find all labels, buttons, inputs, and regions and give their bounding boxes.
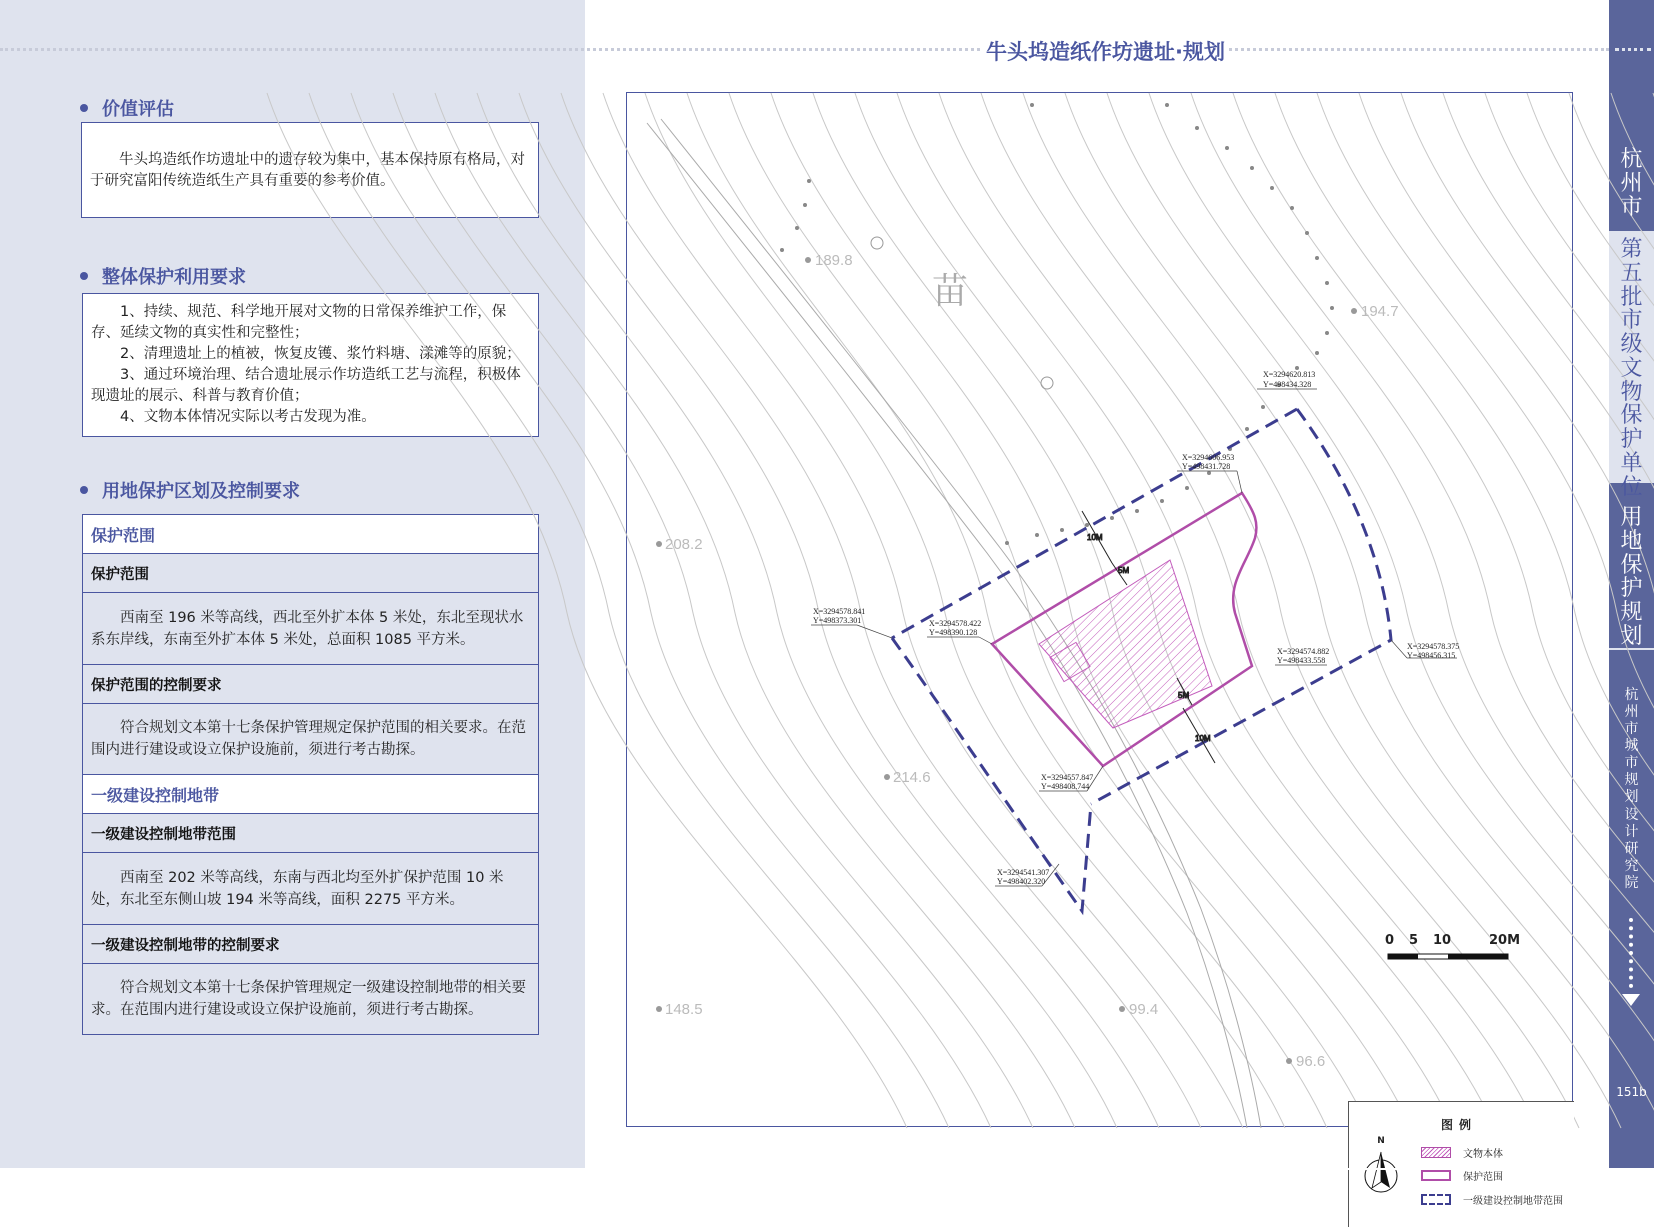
legend-swatch-dashed (1421, 1194, 1451, 1205)
coord-x: X=3294578.375 (1407, 642, 1460, 651)
sidebar-glyph: 文 (1620, 355, 1643, 381)
sidebar-glyph: 五 (1620, 260, 1643, 286)
elevation-label: 96.6 (1296, 1053, 1326, 1070)
sidebar-glyph: 规 (1620, 600, 1643, 625)
header-dotted-rule (0, 48, 1609, 51)
zone-header: 一级建设控制地带 (83, 775, 538, 814)
map-markers (871, 237, 1053, 389)
sidebar-glyph: 市 (1620, 194, 1643, 220)
legend-item (1421, 1168, 1503, 1183)
coord-y: Y=498408.744 (1041, 782, 1090, 791)
coord-x: X=3294578.841 (813, 607, 866, 616)
sidebar-glyph: 保 (1620, 403, 1643, 429)
sidebar-category (1609, 238, 1654, 499)
section-title: 整体保护利用要求 (102, 267, 246, 288)
sidebar-glyph: 物 (1620, 379, 1643, 405)
bullet-icon (80, 104, 88, 112)
sidebar-glyph: 市 (1624, 755, 1639, 772)
legend-label: 一级建设控制地带范围 (1463, 1196, 1563, 1207)
scale-label: 0 (1385, 933, 1395, 948)
sidebar-glyph: 计 (1624, 823, 1639, 840)
value-text: 牛头坞造纸作坊遗址中的遗存较为集中，基本保持原有格局，对于研究富阳传统造纸生产具有重要的参考价值。 (90, 152, 525, 189)
sidebar-glyph: 杭 (1624, 687, 1639, 703)
sidebar-glyph: 护 (1620, 427, 1643, 452)
protection-item: 3、通过环境治理、结合遗址展示作坊造纸工艺与流程，积极体现遗址的展示、科普与教育价值； (91, 367, 521, 404)
value-box (81, 122, 539, 218)
coord-y: Y=498402.320 (997, 877, 1046, 886)
protection-item: 4、文物本体情况实际以考古发现为准。 (120, 409, 376, 425)
zone-text: 西南至 202 米等高线，东南与西北均至外扩保护范围 10 米处，东北至东侧山坡 194 米等高线，面积 2275 平方米。 (91, 869, 504, 908)
sidebar-glyph: 究 (1624, 857, 1639, 874)
sidebar-institute (1609, 687, 1654, 892)
elevation-label: 208.2 (665, 536, 703, 553)
bullet-icon (80, 272, 88, 280)
zone-label: 一级建设控制地带范围 (83, 814, 538, 853)
scale-label: 20M (1489, 933, 1521, 948)
dimension-label: 10M (1195, 734, 1211, 743)
sidebar-glyph: 市 (1624, 721, 1639, 738)
sidebar-glyph: 位 (1620, 474, 1643, 500)
coord-y: Y=498433.558 (1277, 656, 1326, 665)
legend-swatch-solid (1421, 1170, 1451, 1181)
sidebar-glyph: 用 (1620, 505, 1643, 530)
coord-y: Y=498390.128 (929, 628, 978, 637)
coord-y: Y=498431.728 (1182, 462, 1231, 471)
elevation-label: 148.5 (665, 1001, 703, 1018)
section-title: 用地保护区划及控制要求 (102, 481, 300, 502)
contour-line (1107, 93, 1654, 1128)
protection-box (82, 293, 539, 437)
sidebar-glyph: 单 (1620, 450, 1643, 476)
sidebar-glyph: 院 (1624, 874, 1639, 891)
elevation-label: 99.4 (1129, 1001, 1159, 1018)
coord-x: X=3294578.422 (929, 619, 982, 628)
sidebar-dotted-rule (1615, 48, 1651, 51)
sidebar-glyph: 批 (1620, 284, 1643, 310)
elevation-label: 189.8 (815, 252, 853, 269)
coord-y: Y=498434.328 (1263, 380, 1312, 389)
legend-swatch-hatch (1421, 1147, 1451, 1158)
legend-item (1421, 1145, 1503, 1160)
sidebar-glyph: 城 (1624, 738, 1639, 755)
zone-text: 符合规划文本第十七条保护管理规定一级建设控制地带的相关要求。在范围内进行建设或设立保护设施前，须进行考古勘探。 (91, 980, 526, 1018)
dimension-label: 5M (1118, 566, 1130, 575)
sidebar-glyph: 保 (1620, 552, 1643, 578)
zone-text: 西南至 196 米等高线，西北至外扩本体 5 米处，东北至现状水系东岸线，东南至外扩本体 5 米处，总面积 1085 平方米。 (91, 609, 524, 648)
sidebar-glyph: 州 (1624, 704, 1639, 721)
zone-text: 符合规划文本第十七条保护管理规定保护范围的相关要求。在范围内进行建设或设立保护设施前，须进行考古勘探。 (91, 720, 526, 758)
coord-y: Y=498373.301 (813, 616, 862, 625)
coord-x: X=3294620.813 (1263, 370, 1316, 379)
bottom-edge (0, 1168, 1654, 1170)
legend-item (1421, 1192, 1563, 1207)
sidebar-glyph: 护 (1620, 576, 1643, 602)
page-title: 牛头坞造纸作坊遗址·规划 (982, 36, 1229, 66)
coord-y: Y=498456.315 (1407, 651, 1456, 660)
sidebar-glyph: 级 (1620, 332, 1643, 357)
north-arrow-icon (1361, 1146, 1401, 1198)
section-heading-landuse (80, 477, 300, 503)
scale-label: 10 (1433, 933, 1452, 948)
field-label: 苗 (932, 271, 969, 312)
elevation-label: 194.7 (1361, 303, 1399, 320)
site-plan-map (626, 92, 1573, 1207)
coord-x: X=3294541.307 (997, 868, 1050, 877)
relic-body (1039, 560, 1212, 728)
contour-line (687, 93, 1330, 1128)
sidebar-glyph: 研 (1624, 840, 1639, 857)
sidebar-dots (1629, 918, 1633, 988)
coord-x: X=3294574.882 (1277, 647, 1330, 656)
coord-x: X=3294606.953 (1182, 453, 1235, 462)
scale-bar (1385, 933, 1521, 983)
zone-label: 保护范围 (83, 554, 538, 593)
sidebar-city (1609, 148, 1654, 219)
zone-label: 保护范围的控制要求 (83, 665, 538, 704)
landuse-table (82, 514, 539, 1035)
elevation-label: 214.6 (893, 769, 931, 786)
north-label: N (1377, 1136, 1385, 1146)
legend-label: 保护范围 (1463, 1172, 1503, 1183)
sidebar-glyph: 划 (1624, 789, 1639, 806)
sidebar-glyph: 地 (1620, 528, 1643, 554)
down-arrow-icon (1622, 994, 1640, 1006)
bullet-icon (80, 486, 88, 494)
sidebar-glyph: 第 (1620, 237, 1643, 262)
scale-bar-graphic (1387, 950, 1517, 964)
zone-header: 保护范围 (83, 515, 538, 554)
section-heading-value (80, 95, 174, 121)
sidebar-glyph: 州 (1620, 170, 1643, 196)
sidebar-glyph: 规 (1624, 772, 1639, 789)
sidebar-glyph: 划 (1620, 623, 1643, 649)
page-number: 151b (1616, 1085, 1647, 1099)
contour-line (645, 93, 1285, 1128)
dimension-label: 10M (1087, 533, 1103, 542)
section-title: 价值评估 (102, 99, 174, 120)
section-heading-protection (80, 263, 246, 289)
legend-label: 文物本体 (1463, 1149, 1503, 1160)
protection-item: 2、清理遗址上的植被，恢复皮镬、浆竹料塘、漾滩等的原貌； (120, 346, 521, 362)
scale-label: 5 (1409, 933, 1419, 948)
sidebar-section (1609, 506, 1654, 649)
sidebar-glyph: 设 (1624, 806, 1639, 823)
sidebar-glyph: 杭 (1620, 147, 1643, 172)
coord-x: X=3294557.847 (1041, 773, 1094, 782)
zone-label: 一级建设控制地带的控制要求 (83, 925, 538, 964)
legend-title: 图例 (1441, 1118, 1478, 1132)
protection-item: 1、持续、规范、科学地开展对文物的日常保养维护工作，保存、延续文物的真实性和完整性； (91, 304, 507, 341)
sidebar-glyph: 市 (1620, 308, 1643, 334)
contour-line (981, 93, 1621, 1128)
dimension-label: 5M (1178, 691, 1190, 700)
map-legend (1348, 1101, 1574, 1227)
